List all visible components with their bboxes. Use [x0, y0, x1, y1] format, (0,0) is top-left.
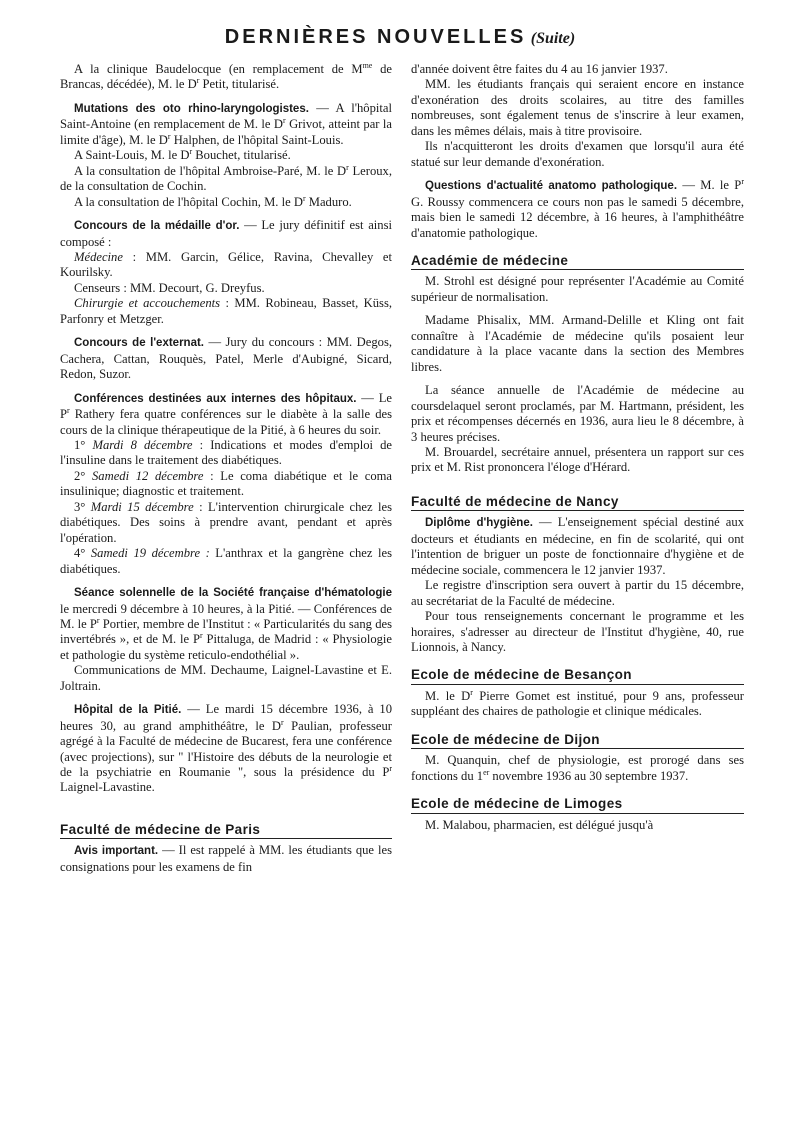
heading-conferences: Conférences destinées aux internes des hôpitaux.: [74, 392, 357, 405]
list-item: 2° Samedi 12 décembre : Le coma diabétique et le coma insulinique; diagnostic et traitement.: [60, 468, 393, 499]
paragraph-droits: Ils n'acquitteront les droits d'examen que lorsqu'il aura été statué sur leur demande d'exonération.: [411, 139, 744, 169]
page-title-suite: (Suite): [530, 30, 576, 47]
paragraph-gomet: M. le $D^r$ Pierre Gomet est institué, pour 9 ans, professeur suppléant des chaires de pathologie et clinique médicales.: [411, 687, 745, 719]
paragraph-brouardel: M. Brouardel, secrétaire annuel, présentera un rapport sur ces prix et M. Rist prononcera l'éloge d'Hérard.: [411, 444, 744, 475]
paragraph-communications: Communications de MM. Dechaume, Laignel-Lavastine et E. Joltrain.: [60, 663, 392, 693]
section-heading-dijon: Ecole de médecine de Dijon: [411, 732, 744, 749]
paragraph-externat: Concours de l'externat. — Jury du concours : MM. Degos, Cachera, Cattan, Rouquès, Patel, Merle d'Aubigné, Sicard, Redon, Suzor.: [60, 335, 392, 382]
list-item: 1° Mardi 8 décembre : Indications et modes d'emploi de l'insuline dans le traitement des diabétiques.: [60, 437, 393, 468]
section-heading-limoges: Ecole de médecine de Limoges: [411, 796, 744, 813]
section-heading-besancon: Ecole de médecine de Besançon: [411, 667, 744, 684]
page-title: DERNIÈRES NOUVELLES: [224, 26, 527, 48]
paragraph-avis: Avis important. — Il est rappelé à MM. les étudiants que les consignations pour les examens de fin: [60, 843, 392, 874]
heading-avis: Avis important.: [74, 845, 159, 858]
paragraph-ambroise-pare: A la consultation de l'hôpital Ambroise-Paré, M. le $D^r$ Leroux, de la consultation de Cochin.: [60, 162, 392, 194]
heading-anatomo: Questions d'actualité anatomo pathologique.: [425, 180, 678, 193]
section-heading-nancy: Faculté de médecine de Nancy: [411, 494, 744, 511]
paragraph-mutations: Mutations des oto rhino-laryngologistes. — A l'hôpital Saint-Antoine (en remplacement de M. le $D^r$ Grivot, atteint par la limite d'âge), M. le $D^r$ Halphen, de l'hôpital Saint-Louis.: [60, 100, 392, 147]
paragraph-medaille: Concours de la médaille d'or. — Le jury définitif est ainsi composé :: [60, 218, 392, 249]
heading-mutations: Mutations des oto rhino-laryngologistes.: [74, 102, 309, 115]
paragraph-registre: Le registre d'inscription sera ouvert à partir du 15 décembre, au secrétariat de la Faculté de médecine.: [411, 578, 744, 608]
section-heading-paris: Faculté de médecine de Paris: [60, 822, 392, 839]
paragraph-censeurs: Censeurs : MM. Decourt, G. Dreyfus.: [74, 280, 265, 295]
paragraph-phisalix: Madame Phisalix, MM. Armand-Delille et Kling ont fait connaître à l'Académie de médecine qu'ils posaient leur candidature à la place vacante dans la section des Membres libres.: [411, 313, 744, 374]
left-column: [60, 62, 392, 875]
heading-externat: Concours de l'externat.: [74, 337, 204, 350]
page-header: [0, 26, 800, 49]
paragraph-strohl: M. Strohl est désigné pour représenter l'Académie au Comité supérieur de normalisation.: [411, 274, 744, 304]
list-item: 4° Samedi 19 décembre : L'anthrax et la gangrène chez les diabétiques.: [60, 546, 392, 576]
paragraph-seance-annuelle: La séance annuelle de l'Académie de médecine au coursdelaquel seront proclamés, par M. Hartmann, président, les prix et récompenses décernés en 1936, aura lieu le 8 décembre, à 3 heures précises.: [411, 383, 744, 444]
paragraph-hematologie: Séance solennelle de la Société française d'hématologie le mercredi 9 décembre à 10 heures, à la Pitié. — Conférences de M. le $P^r$ Portier, membre de l'Institut : « Particularités du sang des invertébrés », et de M. le $P^r$ Pittaluga, de Madrid : « Physiologie et pathologie du système reticulo-endothélial ».: [60, 587, 393, 662]
paragraph-exoneration: MM. les étudiants français qui seraient encore en instance d'exonération des droits scolaires, au titre des familles nombreuses, sont également tenus de s'inscrire à leur examen, dans les mêmes délais, mais à titre provisoire.: [411, 77, 744, 138]
paragraph-quanquin: M. Quanquin, chef de physiologie, est prorogé dans ses fonctions du 1er novembre 1936 au 30 septembre 1937.: [411, 753, 744, 783]
heading-pitie: Hôpital de la Pitié.: [74, 704, 182, 717]
paragraph-medecine-jury: Médecine : MM. Garcin, Gélice, Ravina, Chevalley et Kourilsky.: [60, 249, 392, 280]
heading-diplome: Diplôme d'hygiène.: [425, 517, 533, 530]
list-item: 3° Mardi 15 décembre : L'intervention chirurgicale chez les diabétiques. Des soins à prendre avant, pendant et après l'opération.: [60, 499, 392, 545]
paragraph-pitie: Hôpital de la Pitié. — Le mardi 15 décembre 1936, à 10 heures 30, au grand amphithéâtre, le $D^r$ Paulian, professeur agrégé à la Faculté de médecine de Bucarest, fera une conférence (avec projections), sur " l'Histoire des débuts de la neurologie et de la psychiatrie en Roumanie ", sous la présidence du $P^r$ Laignel-Lavastine.: [60, 702, 392, 795]
paragraph-cochin: A la consultation de l'hôpital Cochin, M. le $D^r$ Maduro.: [74, 193, 352, 209]
paragraph-conferences: Conférences destinées aux internes des hôpitaux. — Le $P^r$ Rathery fera quatre conférences sur le diabète à la salle des cours de la clinique thérapeutique de la Pitié, à 6 heures du soir.: [60, 390, 392, 437]
paragraph-diplome: Diplôme d'hygiène. — L'enseignement spécial destiné aux docteurs et étudiants en médecine, en fin de scolarité, qui ont l'intention de briguer un poste de fonctionnaire d'hygiène et de médecine sociale, commencera le 12 janvier 1937.: [411, 515, 744, 577]
right-column: [411, 62, 744, 833]
heading-medaille: Concours de la médaille d'or.: [74, 220, 240, 233]
paragraph-malabou: M. Malabou, pharmacien, est délégué jusqu'à: [425, 817, 654, 832]
paragraph-avis-cont: d'année doivent être faites du 4 au 16 janvier 1937.: [411, 62, 668, 76]
paragraph-chirurgie-jury: Chirurgie et accouchements : MM. Robineau, Basset, Küss, Parfonry et Metzger.: [60, 296, 392, 326]
paragraph-baudelocque: A la clinique Baudelocque (en remplacement de $M^{me}$ de Brancas, décédée), M. le $D^r$ Petit, titularisé.: [60, 60, 392, 92]
heading-hematologie: Séance solennelle de la Société française d'hématologie: [74, 587, 392, 600]
paragraph-saint-louis: A Saint-Louis, M. le $D^r$ Bouchet, titularisé.: [74, 147, 291, 163]
section-heading-academie: Académie de médecine: [411, 253, 744, 270]
paragraph-anatomo: Questions d'actualité anatomo pathologique. — M. le $P^r$ G. Roussy commencera ce cours non pas le samedi 5 décembre, mais bien le samedi 12 décembre, à 16 heures, à l'amphithéâtre d'anatomie pathologique.: [411, 176, 744, 240]
paragraph-renseignements: Pour tous renseignements concernant le programme et les horaires, s'adresser au directeur de l'Institut d'hygiène, 40, rue Lionnois, à Nancy.: [411, 609, 744, 654]
